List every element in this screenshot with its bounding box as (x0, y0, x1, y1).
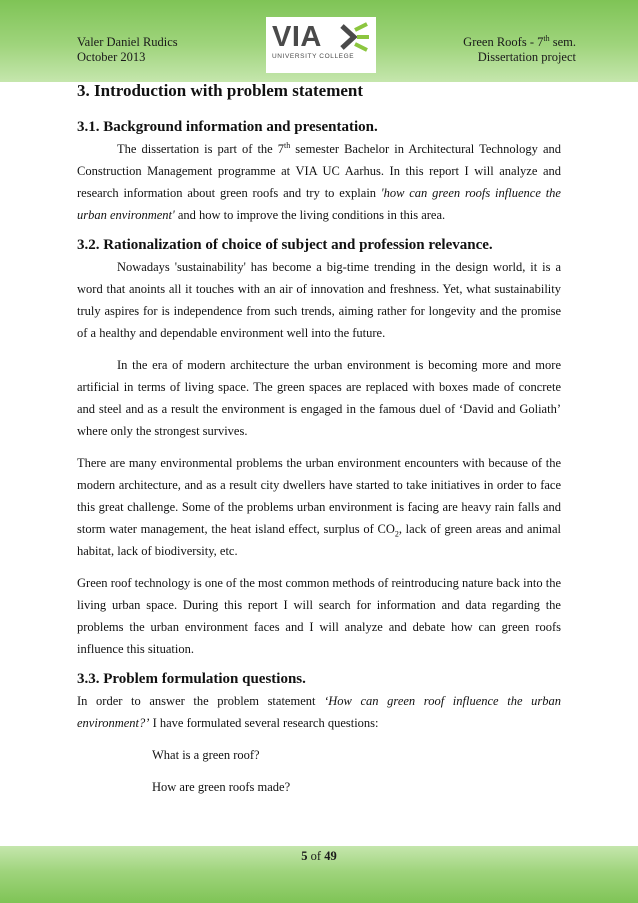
document-body (77, 80, 561, 798)
header-date: October 2013 (77, 50, 146, 64)
logo-arrow-icon (340, 22, 370, 52)
logo-wordmark: VIA (272, 21, 322, 53)
header-title: Green Roofs - 7th sem. (463, 33, 576, 49)
section-3-2-paragraph-2: In the era of modern architecture the urban environment is becoming more and more artificial in terms of living space. The green spaces are replaced with boxes made of concrete and steel and as a result the environment is engaged in the famous duel of ‘David and Goliath’ where only the strongest survives. (77, 358, 561, 438)
via-logo (266, 17, 376, 73)
section-3-1-paragraph: The dissertation is part of the 7th semester Bachelor in Architectural Technology and Construction Management programme at VIA UC Aarhus. In this report I will analyze and research information about green roofs and try to explain 'how can green roofs influence the urban environment' and how to improve the living conditions in this area. (77, 140, 561, 222)
page-number: 5 of 49 (301, 849, 337, 863)
section-3-2-paragraph-3: There are many environmental problems the urban environment encounters with because of the modern architecture, and as a result city dwellers have started to take initiatives in order to face this great challenge. Some of the problems urban environment is facing are heavy rain falls and storm water management, the heat island effect, surplus of $CO_2$, lack of green areas and animal habitat, lack of biodiversity, etc. (77, 456, 561, 558)
section-3-title: 3. Introduction with problem statement (77, 81, 364, 100)
header-left (77, 35, 178, 65)
section-3-3-title: 3.3. Problem formulation questions. (77, 671, 306, 687)
section-3-2-paragraph-4: Green roof technology is one of the most common methods of reintroducing nature back into the living urban space. During this report I will search for information and data regarding the problems the urban environment faces and I will analyze and debate how can green roofs influence this situation. (77, 576, 561, 656)
logo-subtitle: UNIVERSITY COLLEGE (272, 53, 355, 60)
author-name: Valer Daniel Rudics (77, 35, 178, 49)
research-question: What is a green roof? (152, 748, 260, 762)
section-3-1-title: 3.1. Background information and presentation. (77, 119, 378, 135)
research-question: How are green roofs made? (152, 780, 291, 794)
header-right (463, 35, 576, 65)
section-3-3-paragraph: In order to answer the problem statement ‘How can green roof influence the urban environment?’ I have formulated several research questions: (77, 694, 561, 730)
section-3-2-paragraph-1: Nowadays 'sustainability' has become a big-time trending in the design world, it is a word that anoints all it touches with an air of innovation and freshness. Yet, what sustainability truly aspires for is independence from such trends, aiming rather for longevity and the promise of a healthy and dependable environment well into the future. (77, 260, 561, 340)
page-header (0, 0, 638, 82)
header-subtitle: Dissertation project (477, 50, 576, 64)
section-3-2-title: 3.2. Rationalization of choice of subject and profession relevance. (77, 237, 493, 253)
